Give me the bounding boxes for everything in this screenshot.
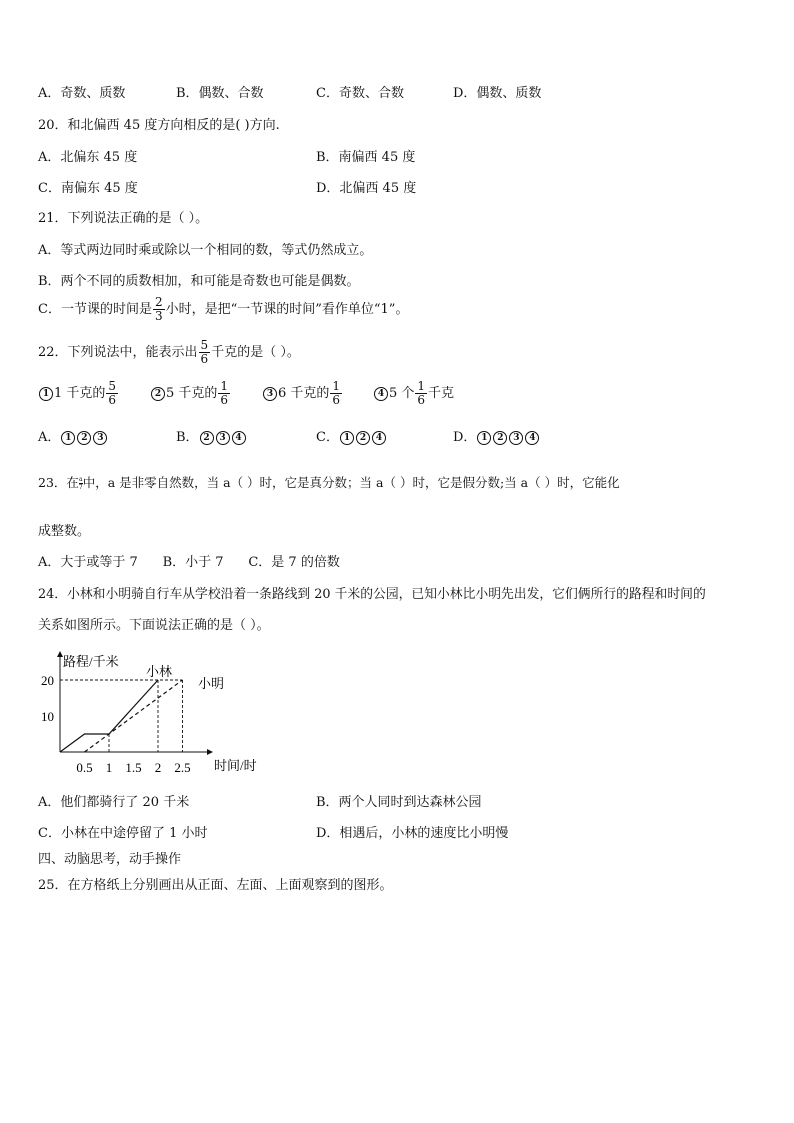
circled-number: 4: [372, 431, 386, 445]
fraction-denominator: 7: [78, 484, 83, 491]
q24-stem-line1: 24．小林和小明骑自行车从学校沿着一条路线到 20 千米的公园，已知小林比小明先出发，它们俩所行的路程和时间的: [38, 587, 706, 602]
q22-statement-2: [150, 380, 231, 407]
q21-option-c-pre: C．一节课的时间是: [38, 302, 152, 318]
fraction: [415, 380, 427, 407]
statement-text: 1 千克的: [54, 386, 106, 402]
q19-option-d: D．偶数、质数: [453, 86, 542, 101]
circled-number: 3: [216, 431, 230, 445]
q19-option-a: A．奇数、质数: [38, 86, 126, 101]
q20-option-b: B．南偏西 45 度: [316, 150, 416, 165]
q25-stem: 25．在方格纸上分别画出从正面、左面、上面观察到的图形。: [38, 878, 393, 893]
q24-option-b: B．两个人同时到达森林公园: [316, 795, 482, 810]
fraction-numerator: 1: [220, 379, 229, 393]
q23-stem-line2: 成整数。: [38, 524, 91, 539]
circled-number: 2: [151, 387, 165, 401]
statement-text-post: 千克: [428, 386, 455, 402]
fraction-numerator: 2: [154, 295, 163, 309]
circled-number: 2: [356, 431, 370, 445]
circled-number: 2: [200, 431, 214, 445]
q19-option-c: C．奇数、合数: [316, 86, 404, 101]
fraction-denominator: 6: [332, 393, 341, 408]
option-letter: B．: [176, 430, 199, 445]
q21-stem: 21．下列说法正确的是（ ）。: [38, 211, 209, 226]
y-tick-label: 20: [41, 673, 54, 688]
section-heading: 四、动脑思考，动手操作: [38, 852, 182, 867]
fraction-denominator: 6: [108, 393, 117, 408]
q22-statement-1: [38, 380, 119, 407]
fraction-numerator: 5: [200, 338, 209, 352]
option-letter: A．: [38, 430, 61, 445]
q24-option-a: A．他们都骑行了 20 千米: [38, 795, 190, 810]
q24-option-d: D．相遇后，小林的速度比小明慢: [316, 826, 509, 841]
q20-option-c: C．南偏东 45 度: [38, 181, 138, 196]
fraction: [199, 339, 211, 366]
q22-stem: [38, 339, 300, 366]
fraction-numerator: a: [79, 476, 83, 483]
fraction: [330, 380, 342, 407]
guide-lines: [60, 680, 183, 752]
x-tick-label: 1: [105, 760, 113, 775]
tick-labels: [41, 673, 191, 775]
y-axis-label: 路程/千米: [63, 654, 119, 669]
x-tick-label: 2.5: [174, 760, 191, 775]
q22-option-d: [453, 426, 540, 445]
circled-number: 3: [263, 387, 277, 401]
q22-option-a: [38, 426, 108, 445]
q22-option-c: [316, 426, 387, 445]
circled-number: 2: [493, 431, 507, 445]
q22-option-b: [176, 426, 247, 445]
circled-number: 1: [61, 431, 75, 445]
fraction: [153, 296, 165, 323]
fraction: [218, 380, 230, 407]
x-tick-label: 2: [154, 760, 162, 775]
q20-option-d: D．北偏西 45 度: [316, 181, 417, 196]
distance-time-chart: [30, 648, 280, 778]
q23-stem-post: 中，a 是非零自然数，当 a（ ）时，它是真分数；当 a（ ）时，它是假分数;当 a（ ）时，它能化: [82, 475, 620, 490]
circled-number: 2: [77, 431, 91, 445]
fraction-denominator: 6: [220, 393, 229, 408]
circled-number: 1: [39, 387, 53, 401]
circled-number: 1: [340, 431, 354, 445]
circled-number: 1: [477, 431, 491, 445]
fraction-denominator: 3: [154, 309, 163, 324]
circled-number: 3: [509, 431, 523, 445]
fraction-numerator: 1: [417, 379, 426, 393]
q23-options: A．大于或等于 7 B．小于 7 C．是 7 的倍数: [38, 555, 340, 570]
fraction-denominator: 6: [200, 352, 209, 367]
x-tick-label: 1.5: [125, 760, 142, 775]
fraction-numerator: 1: [332, 379, 341, 393]
option-letter: C．: [316, 430, 339, 445]
q19-option-b: B．偶数、合数: [176, 86, 264, 101]
series-label-xiaolin: 小林: [146, 664, 173, 679]
circled-number: 4: [232, 431, 246, 445]
q24-option-c: C．小林在中途停留了 1 小时: [38, 826, 208, 841]
option-letter: D．: [453, 430, 477, 445]
q21-option-a: A．等式两边同时乘或除以一个相同的数，等式仍然成立。: [38, 243, 373, 258]
statement-text: 5 千克的: [166, 386, 218, 402]
circled-number: 3: [93, 431, 107, 445]
series-lines: [60, 680, 183, 752]
y-tick-label: 10: [41, 709, 54, 724]
circled-number: 4: [374, 387, 388, 401]
fraction-numerator: 5: [108, 379, 117, 393]
q21-option-b: B．两个不同的质数相加，和可能是奇数也可能是偶数。: [38, 274, 360, 289]
q22-statement-4: [373, 380, 454, 407]
q23-stem-pre: 23．在: [38, 475, 79, 490]
q23-stem: [38, 473, 620, 491]
q22-stem-pre: 22．下列说法中，能表示出: [38, 345, 198, 361]
x-axis-label: 时间/时: [214, 758, 257, 773]
q22-statement-3: [262, 380, 343, 407]
fraction-denominator: 6: [417, 393, 426, 408]
q21-option-c: [38, 296, 408, 323]
statement-text: 5 个: [389, 386, 415, 402]
series-label-xiaoming: 小明: [198, 676, 225, 691]
circled-number: 4: [525, 431, 539, 445]
q24-stem-line2: 关系如图所示。下面说法正确的是（ ）。: [38, 618, 270, 633]
series-line-xiaoming: [85, 680, 183, 752]
x-tick-label: 0.5: [76, 760, 93, 775]
statement-text: 6 千克的: [278, 386, 330, 402]
q20-option-a: A．北偏东 45 度: [38, 150, 138, 165]
q20-stem: 20．和北偏西 45 度方向相反的是( )方向.: [38, 118, 280, 133]
q22-stem-post: 千克的是（ ）。: [211, 345, 300, 361]
fraction: [106, 380, 118, 407]
q21-option-c-post: 小时，是把“一节课的时间”看作单位“1”。: [165, 302, 409, 318]
